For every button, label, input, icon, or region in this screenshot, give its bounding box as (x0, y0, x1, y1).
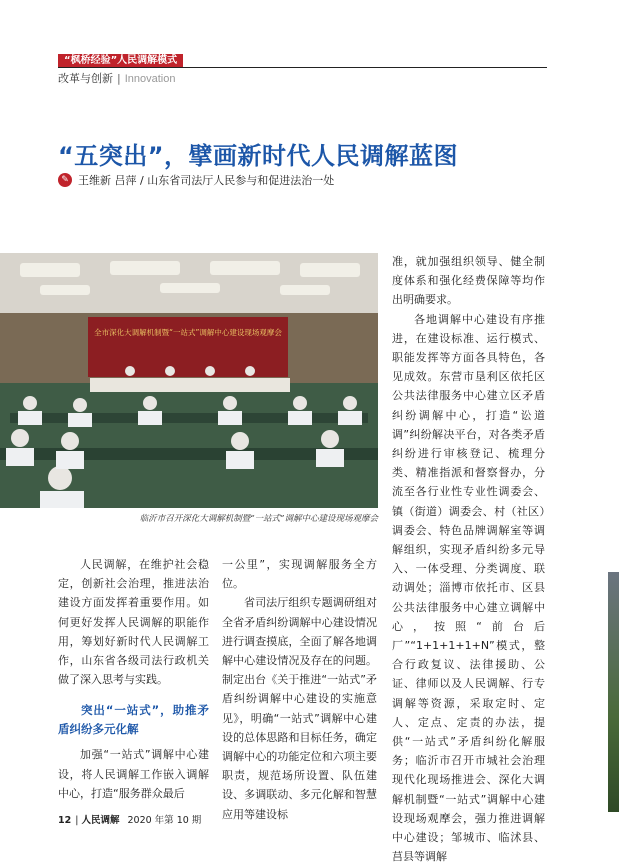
paragraph: 人民调解，在维护社会稳定，创新社会治理，推进法治建设方面发挥着重要作用。如何更好发挥人民调解的职能作用，筹划好新时代人民调解工作，山东省各级司法行政机关做了深入思考与实践。 (58, 558, 209, 687)
byline (58, 172, 334, 188)
column-tag: “枫桥经验”人民调解模式 (58, 54, 183, 67)
edge-photo-strip (608, 572, 619, 812)
subheading: 突出“一站式”，助推矛盾纠纷多元化解 (58, 703, 209, 737)
paragraph: 各地调解中心建设有序推进，在建设标准、运行模式、职能发挥等方面各具特色，各见成效。东营市垦利区依托区公共法律服务中心建立区矛盾纠纷调解中心，打造“讼道调”纠纷解决平台，对各类矛盾纠纷进行审核登记、梳理分类、精准指派和督察督办，分流至各行业性专业性调委会、镇（街道）调委会、村（社区）调委会、特色品牌调解室等调解组织，实现矛盾纠纷多元导入、一体受理、分类调度、联动调处；淄博市依托市、区县公共法律服务中心建立调解中心，按照“前台后厂”“1+1+1+1+N”模式，整合行政复议、法律援助、公证、律师以及人民调解、行专调解等资源，采取定时、定人、定点、定责的办法，提供“一站式”矛盾纠纷化解服务；临沂市召开市城社会治理现代化现场推进会、深化大调解机制暨“一站式”调解中心建设现场观摩会，强力推进调解中心建设；邹城市、临沭县、莒县等调解 (392, 312, 545, 864)
magazine-name: 人民调解 (81, 815, 120, 826)
footer-divider: | (75, 815, 82, 826)
section-label (58, 70, 175, 86)
text-column-2 (222, 555, 377, 824)
section-cn: 改革与创新 (58, 72, 113, 85)
meeting-photo-illustration (0, 253, 378, 508)
page-footer (58, 812, 201, 826)
text-column-1 (58, 555, 209, 803)
issue-label: 2020 年第 10 期 (127, 815, 202, 826)
byline-text: 王维新 吕萍 / 山东省司法厅人民参与和促进法治一处 (78, 174, 335, 187)
banner-text: 全市深化大调解机制暨“一站式”调解中心建设现场观摩会 (94, 328, 282, 337)
paragraph: 一公里”，实现调解服务全方位。 (222, 558, 377, 591)
article-title: “五突出”，擘画新时代人民调解蓝图 (58, 142, 459, 170)
photo-caption: 临沂市召开深化大调解机制暨“一站式”调解中心建设现场观摩会 (139, 514, 378, 524)
meeting-photo (0, 253, 378, 508)
text-column-3 (392, 252, 545, 867)
pen-icon: ✎ (58, 173, 72, 187)
section-en: Innovation (124, 73, 176, 85)
paragraph: 加强“一站式”调解中心建设，将人民调解工作嵌入调解中心，打造“服务群众最后 (58, 748, 209, 800)
paragraph: 省司法厅组织专题调研组对全省矛盾纠纷调解中心建设情况进行调查摸底，全面了解各地调解中心建设情况及存在的问题。制定出台《关于推进“一站式”矛盾纠纷调解中心建设的实施意见》，明确“一站式”调解中心建设的总体思路和目标任务，确定调解中心的功能定位和六项主要职责，规范场所设置、队伍建设、多调联动、多元化解和智慧应用等建设标 (222, 596, 377, 821)
paragraph: 准，就加强组织领导、健全制度体系和强化经费保障等均作出明确要求。 (392, 255, 545, 307)
page-number: 12 (58, 815, 72, 826)
header-rule (58, 67, 547, 68)
section-divider: | (117, 72, 121, 85)
